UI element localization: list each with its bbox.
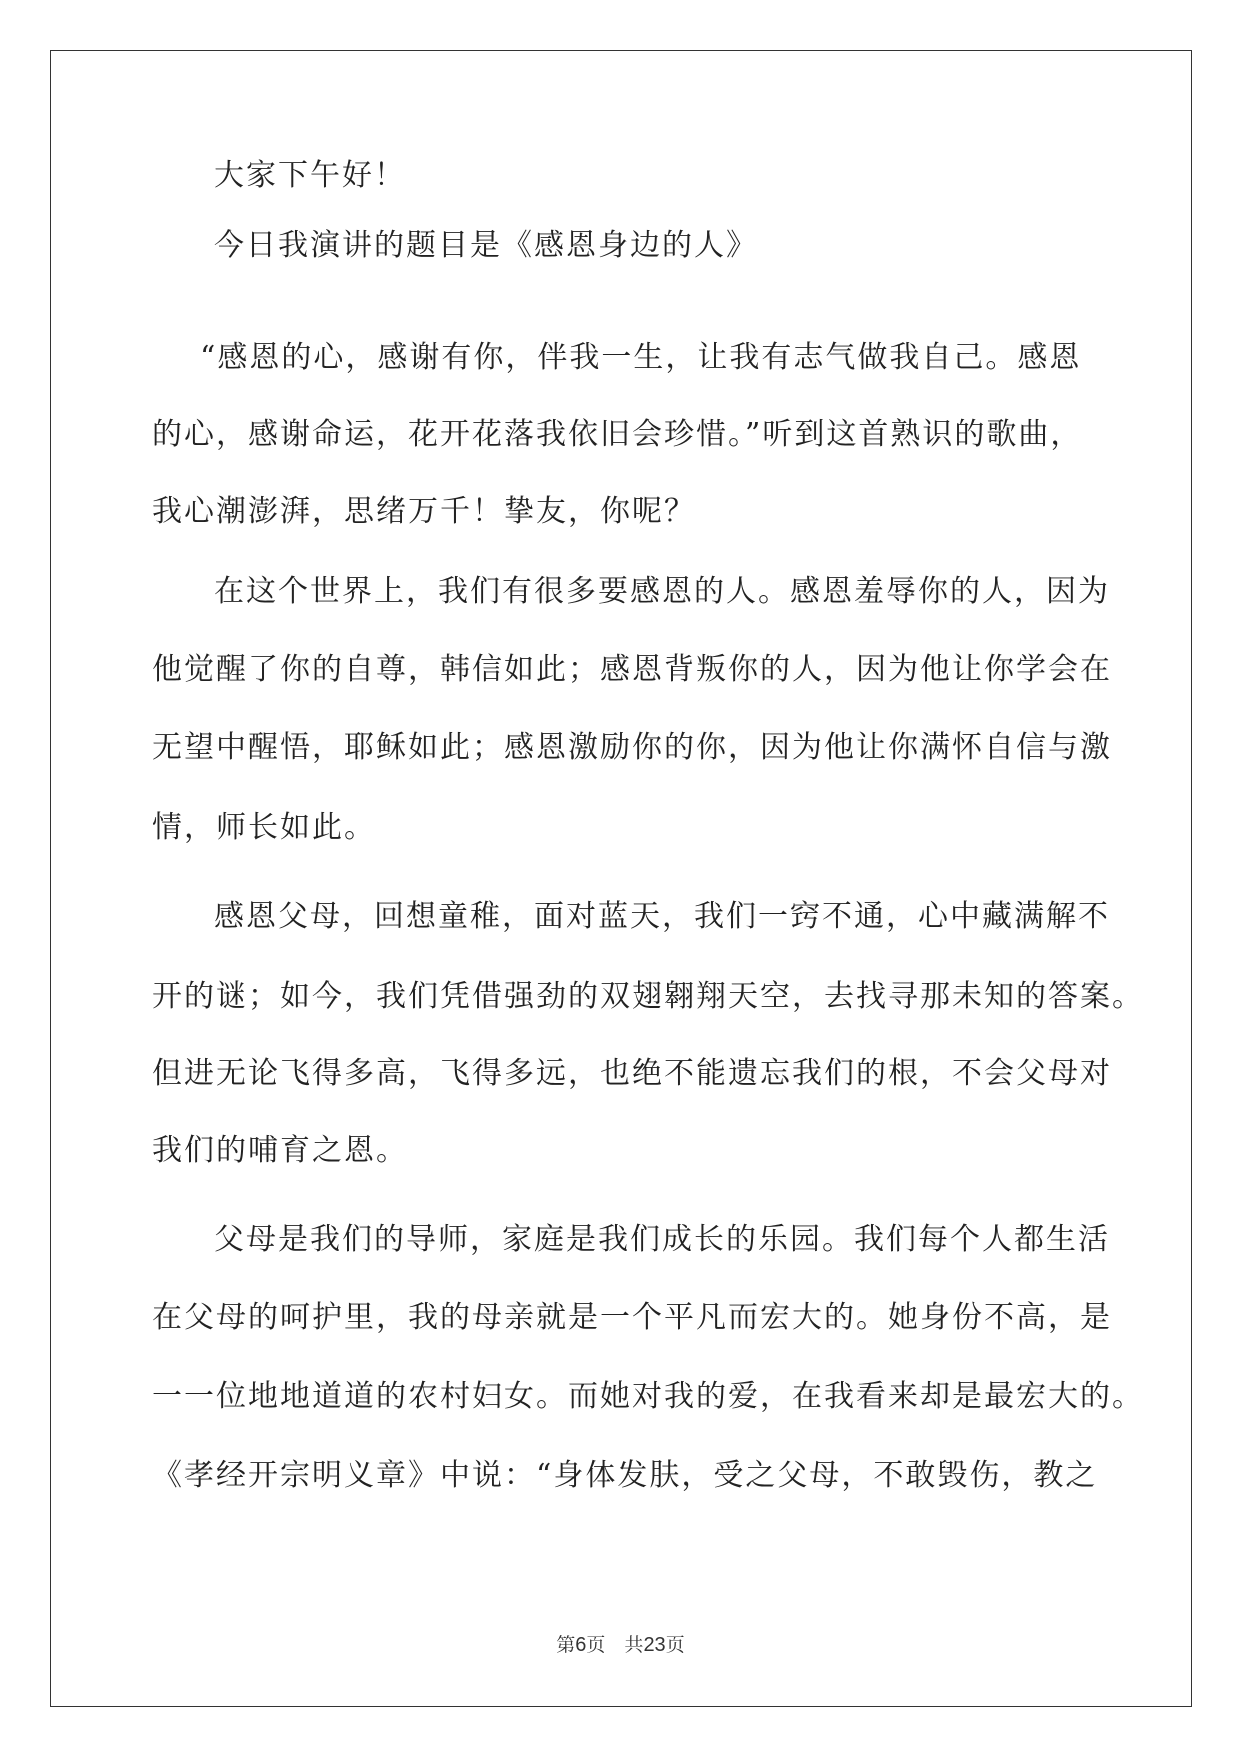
text-line: 父母是我们的导师，家庭是我们成长的乐园。我们每个人都生活	[214, 1222, 1110, 1257]
text-line: “感恩的心，感谢有你，伴我一生，让我有志气做我自己。感恩	[200, 340, 1082, 375]
text-line: 一一位地地道道的农村妇女。而她对我的爱，在我看来却是最宏大的。	[152, 1379, 1144, 1414]
text-line: 我们的哺育之恩。	[152, 1133, 408, 1168]
text-line: 大家下午好！	[214, 158, 406, 193]
text-line: 无望中醒悟，耶稣如此；感恩激励你的你，因为他让你满怀自信与激	[152, 730, 1112, 765]
text-line: 今日我演讲的题目是《感恩身边的人》	[214, 228, 758, 263]
current-page-number: 6	[575, 1634, 587, 1656]
footer-middle: 页 共	[586, 1634, 644, 1656]
page-footer	[0, 1630, 1241, 1657]
footer-suffix: 页	[665, 1634, 685, 1656]
text-line: 情，师长如此。	[152, 810, 376, 845]
text-line: 开的谜；如今，我们凭借强劲的双翅翱翔天空，去找寻那未知的答案。	[152, 979, 1144, 1014]
footer-prefix: 第	[556, 1634, 576, 1656]
total-page-count: 23	[643, 1634, 666, 1656]
text-line: 《孝经开宗明义章》中说：“身体发肤，受之父母，不敢毁伤，教之	[152, 1458, 1098, 1493]
text-line: 在这个世界上，我们有很多要感恩的人。感恩羞辱你的人，因为	[214, 574, 1110, 609]
text-line: 他觉醒了你的自尊，韩信如此；感恩背叛你的人，因为他让你学会在	[152, 652, 1112, 687]
text-line: 的心，感谢命运，花开花落我依旧会珍惜。”听到这首熟识的歌曲，	[152, 417, 1083, 452]
text-line: 我心潮澎湃，思绪万千！挚友，你呢？	[152, 494, 696, 529]
text-line: 在父母的呵护里，我的母亲就是一个平凡而宏大的。她身份不高，是	[152, 1300, 1112, 1335]
text-line: 但进无论飞得多高，飞得多远，也绝不能遗忘我们的根，不会父母对	[152, 1056, 1112, 1091]
text-line: 感恩父母，回想童稚，面对蓝天，我们一窍不通，心中藏满解不	[214, 899, 1110, 934]
